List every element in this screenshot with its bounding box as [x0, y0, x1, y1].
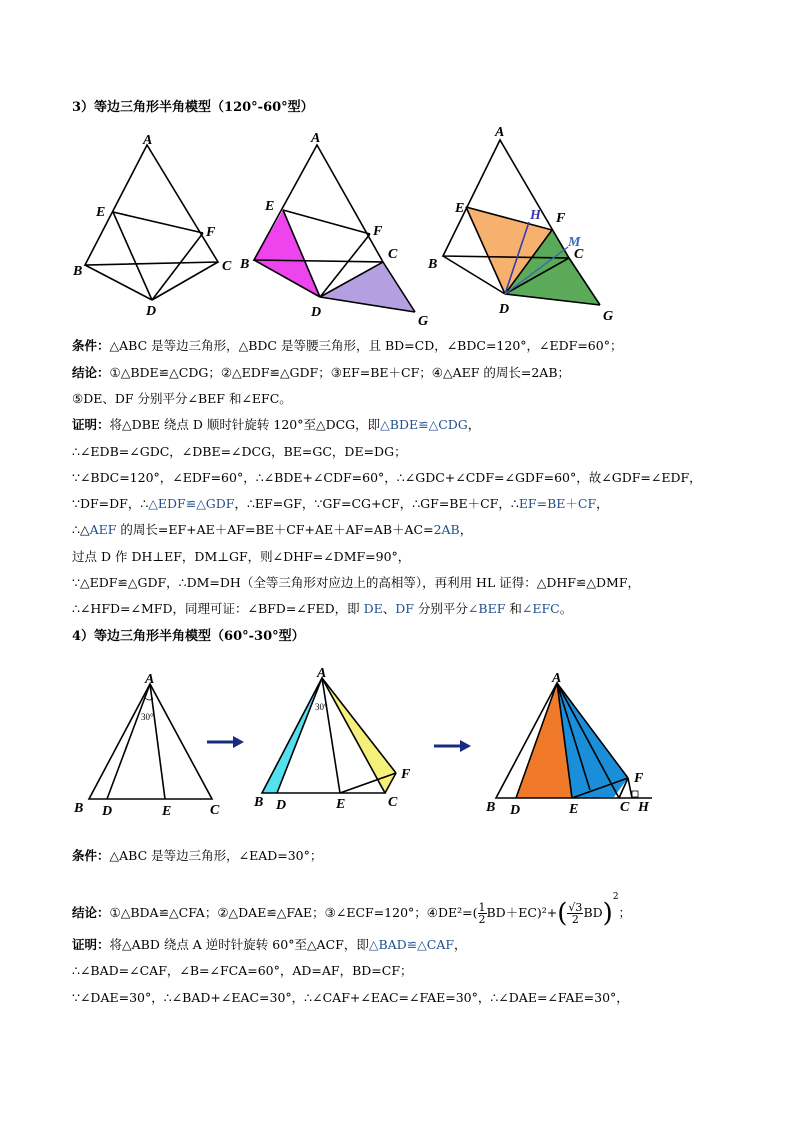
- label-F: F: [556, 211, 566, 226]
- label-M: M: [568, 235, 581, 250]
- arrow-right-icon: [205, 733, 245, 751]
- condition-3: 条件：△ABC 是等边三角形，△BDC 是等腰三角形，且 BD=CD，∠BDC=120°，∠EDF=60°；: [72, 338, 623, 353]
- conclusion-4: 结论：①△BDA≌△CFA；②△DAE≌△FAE；③∠ECF=120°；④DE²=( $\frac{1}{2}$ BD＋EC)²+( $\frac{√3}{2}$ BD)$^2$；: [72, 892, 632, 929]
- label-D: D: [311, 305, 322, 320]
- label-E: E: [265, 199, 275, 214]
- label-C: C: [574, 247, 584, 262]
- proof-3-line1: 证明：将△DBE 绕点 D 顺时针旋转 120°至△DCG，即△BDE≌△CDG，: [72, 417, 481, 432]
- condition-4: 条件：△ABC 是等边三角形，∠EAD=30°；: [72, 848, 323, 863]
- label-G: G: [603, 309, 614, 324]
- label-E: E: [455, 201, 465, 216]
- label-A: A: [311, 131, 321, 146]
- label-H: H: [638, 800, 649, 815]
- label-A: A: [143, 133, 153, 148]
- figure-4-2: [250, 660, 420, 815]
- conclusion-3-line2: ⑤DE、DF 分别平分∠BEF 和∠EFC。: [72, 391, 292, 406]
- label-A: A: [552, 671, 562, 686]
- label-B: B: [254, 795, 264, 810]
- label-G: G: [418, 314, 429, 329]
- label-D: D: [499, 302, 510, 317]
- label-C: C: [388, 247, 398, 262]
- label-D: D: [276, 798, 287, 813]
- label-E: E: [569, 802, 579, 817]
- label-A: A: [145, 672, 155, 687]
- label-A: A: [317, 666, 327, 681]
- proof-3-line8: ∴∠HFD=∠MFD，同理可证：∠BFD=∠FED，即 DE、DF 分别平分∠BEF 和∠EFC。: [72, 601, 573, 616]
- section-3-heading: 3）等边三角形半角模型（120°-60°型）: [72, 100, 314, 115]
- angle-label: 30°: [141, 712, 154, 722]
- label-F: F: [373, 224, 383, 239]
- label-B: B: [74, 801, 84, 816]
- label-B: B: [486, 800, 496, 815]
- label-C: C: [620, 800, 630, 815]
- label-C: C: [222, 259, 232, 274]
- proof-3-line2: ∴∠EDB=∠GDC，∠DBE=∠DCG，BE=GC，DE=DG；: [72, 444, 407, 459]
- label-C: C: [210, 803, 220, 818]
- proof-3-line4: ∵DF=DF，∴△EDF≌△GDF，∴EF=GF，∵GF=CG+CF，∴GF=BE＋CF，∴EF=BE＋CF，: [72, 496, 609, 511]
- proof-3-line5: ∴△AEF 的周长=EF+AE＋AF=BE＋CF+AE＋AF=AB＋AC=2AB，: [72, 522, 473, 537]
- label-C: C: [388, 795, 398, 810]
- label-H: H: [530, 208, 541, 223]
- label-B: B: [240, 257, 250, 272]
- label-A: A: [495, 125, 505, 140]
- label-F: F: [206, 225, 216, 240]
- label-F: F: [634, 771, 644, 786]
- label-D: D: [510, 803, 521, 818]
- angle-label: 30°: [315, 702, 328, 712]
- label-F: F: [401, 767, 411, 782]
- figure-3-3: [425, 120, 625, 330]
- arrow-right-icon: [432, 737, 474, 755]
- figure-4-3: [485, 665, 665, 820]
- label-B: B: [73, 264, 83, 279]
- label-B: B: [428, 257, 438, 272]
- proof-4-line1: 证明：将△ABD 绕点 A 逆时针旋转 60°至△ACF，即△BAD≌△CAF，: [72, 937, 467, 952]
- label-E: E: [162, 804, 172, 819]
- proof-4-line3: ∵∠DAE=30°，∴∠BAD+∠EAC=30°，∴∠CAF+∠EAC=∠FAE=30°，∴∠DAE=∠FAE=30°，: [72, 990, 629, 1005]
- label-E: E: [96, 205, 106, 220]
- label-D: D: [146, 304, 157, 315]
- figure-3-1: [70, 125, 240, 315]
- figure-3-2: [240, 125, 440, 335]
- proof-4-line2: ∴∠BAD=∠CAF，∠B=∠FCA=60°，AD=AF，BD=CF；: [72, 963, 413, 978]
- proof-3-line7: ∵△EDF≌△GDF，∴DM=DH（全等三角形对应边上的高相等），再利用 HL 证得：△DHF≌△DMF，: [72, 575, 641, 590]
- label-E: E: [336, 797, 346, 812]
- proof-3-line3: ∵∠BDC=120°，∠EDF=60°，∴∠BDE+∠CDF=60°，∴∠GDC+∠CDF=∠GDF=60°，故∠GDF=∠EDF，: [72, 470, 702, 485]
- conclusion-3-line1: 结论：①△BDE≌△CDG；②△EDF≌△GDF；③EF=BE＋CF；④△AEF 的周长=2AB；: [72, 365, 571, 380]
- label-D: D: [102, 804, 113, 819]
- section-4-heading: 4）等边三角形半角模型（60°-30°型）: [72, 629, 305, 644]
- proof-3-line6: 过点 D 作 DH⊥EF，DM⊥GF，则∠DHF=∠DMF=90°，: [72, 549, 411, 564]
